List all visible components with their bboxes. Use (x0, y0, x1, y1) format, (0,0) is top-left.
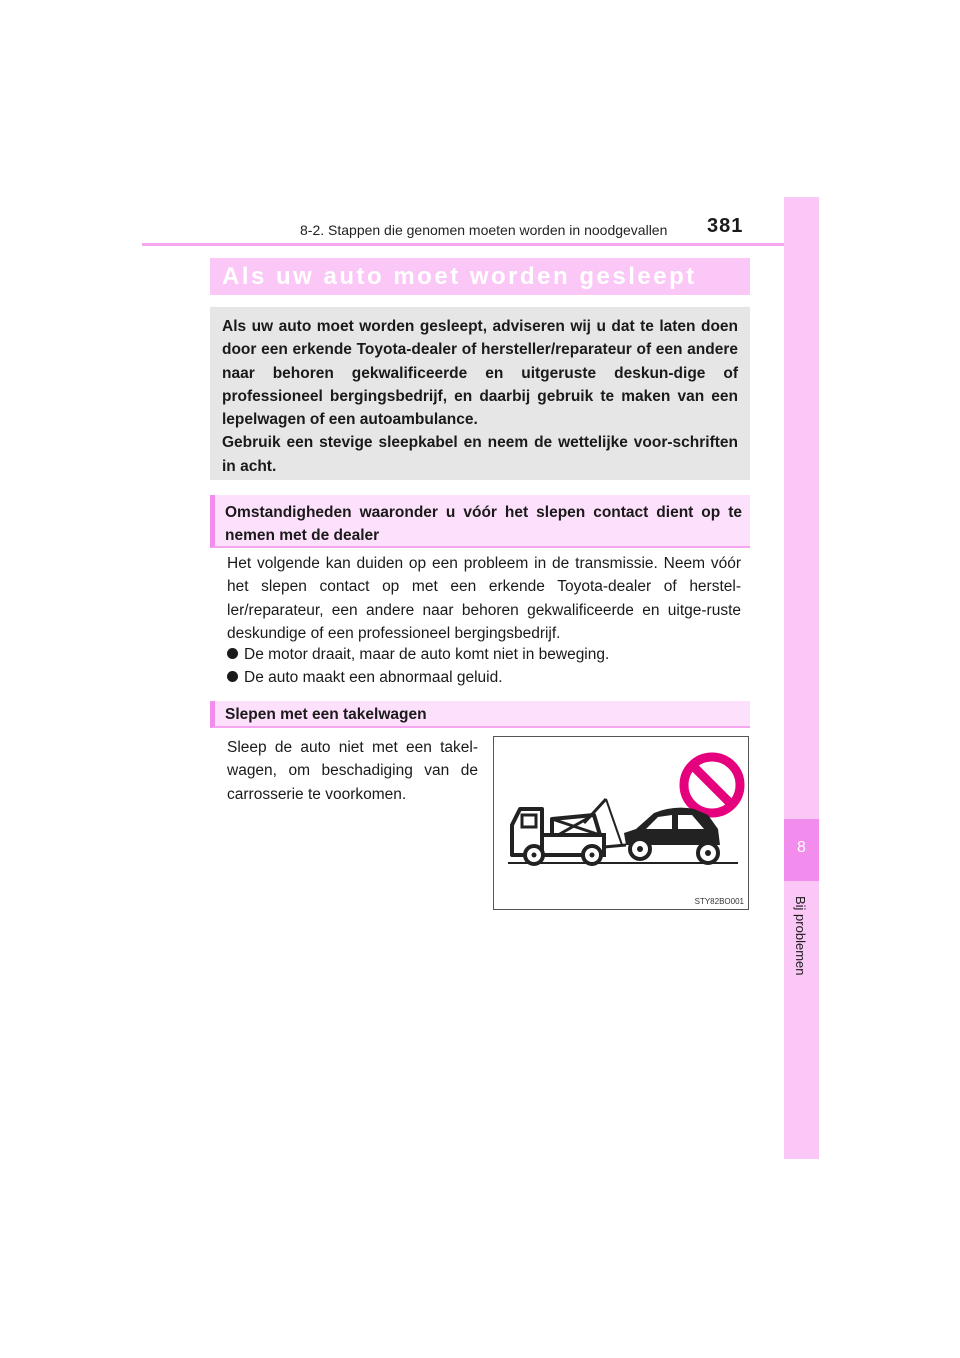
intro-text: Als uw auto moet worden gesleept, adviseren wij u dat te laten doen door een erkende Toyota-dealer of hersteller/reparateur of een andere naar behoren gekwalificeerde en uitgeruste deskun-dige of professioneel bergingsbedrijf, en daarbij gebruik te maken van een lepelwagen of een autoambulance. (222, 318, 738, 429)
page-title: Als uw auto moet worden gesleept (222, 263, 697, 290)
figure-code: STY82BO001 (694, 897, 744, 906)
running-header: 8-2. Stappen die genomen moeten worden in noodgevallen (300, 222, 668, 238)
intro-text-2: Gebruik een stevige sleepkabel en neem de wettelijke voor-schriften in acht. (222, 434, 738, 475)
bullet-icon (227, 648, 238, 659)
section2-body: Sleep de auto niet met een takel-wagen, om beschadiging van de carrosserie te voorkomen. (227, 739, 478, 803)
chapter-number: 8 (797, 839, 806, 856)
intro-box (210, 307, 750, 480)
page-number: 381 (707, 215, 744, 237)
bullet-icon (227, 671, 238, 682)
side-tab-upper (784, 197, 819, 819)
tow-truck-prohibited-icon (494, 737, 748, 909)
bullet-item: De auto maakt een abnormaal geluid. (227, 666, 503, 689)
chapter-title: Bij problemen (793, 896, 808, 976)
bullet-item: De motor draait, maar de auto komt niet in beweging. (227, 643, 609, 666)
chapter-tab[interactable] (784, 819, 819, 881)
header-divider (142, 243, 818, 246)
tow-truck-illustration (493, 736, 749, 910)
subheading-dealer-contact: Omstandigheden waaronder u vóór het slepen contact dient op te nemen met de dealer (210, 495, 750, 548)
section1-body: Het volgende kan duiden op een probleem in de transmissie. Neem vóór het slepen contact op met een erkende Toyota-dealer of herstel-ler/reparateur, een andere naar behoren gekwalificeerde en uitge-ruste deskundige of een professioneel bergingsbedrijf. (227, 555, 741, 642)
section-title-bar (210, 258, 750, 295)
subheading-tow-truck: Slepen met een takelwagen (210, 701, 750, 728)
